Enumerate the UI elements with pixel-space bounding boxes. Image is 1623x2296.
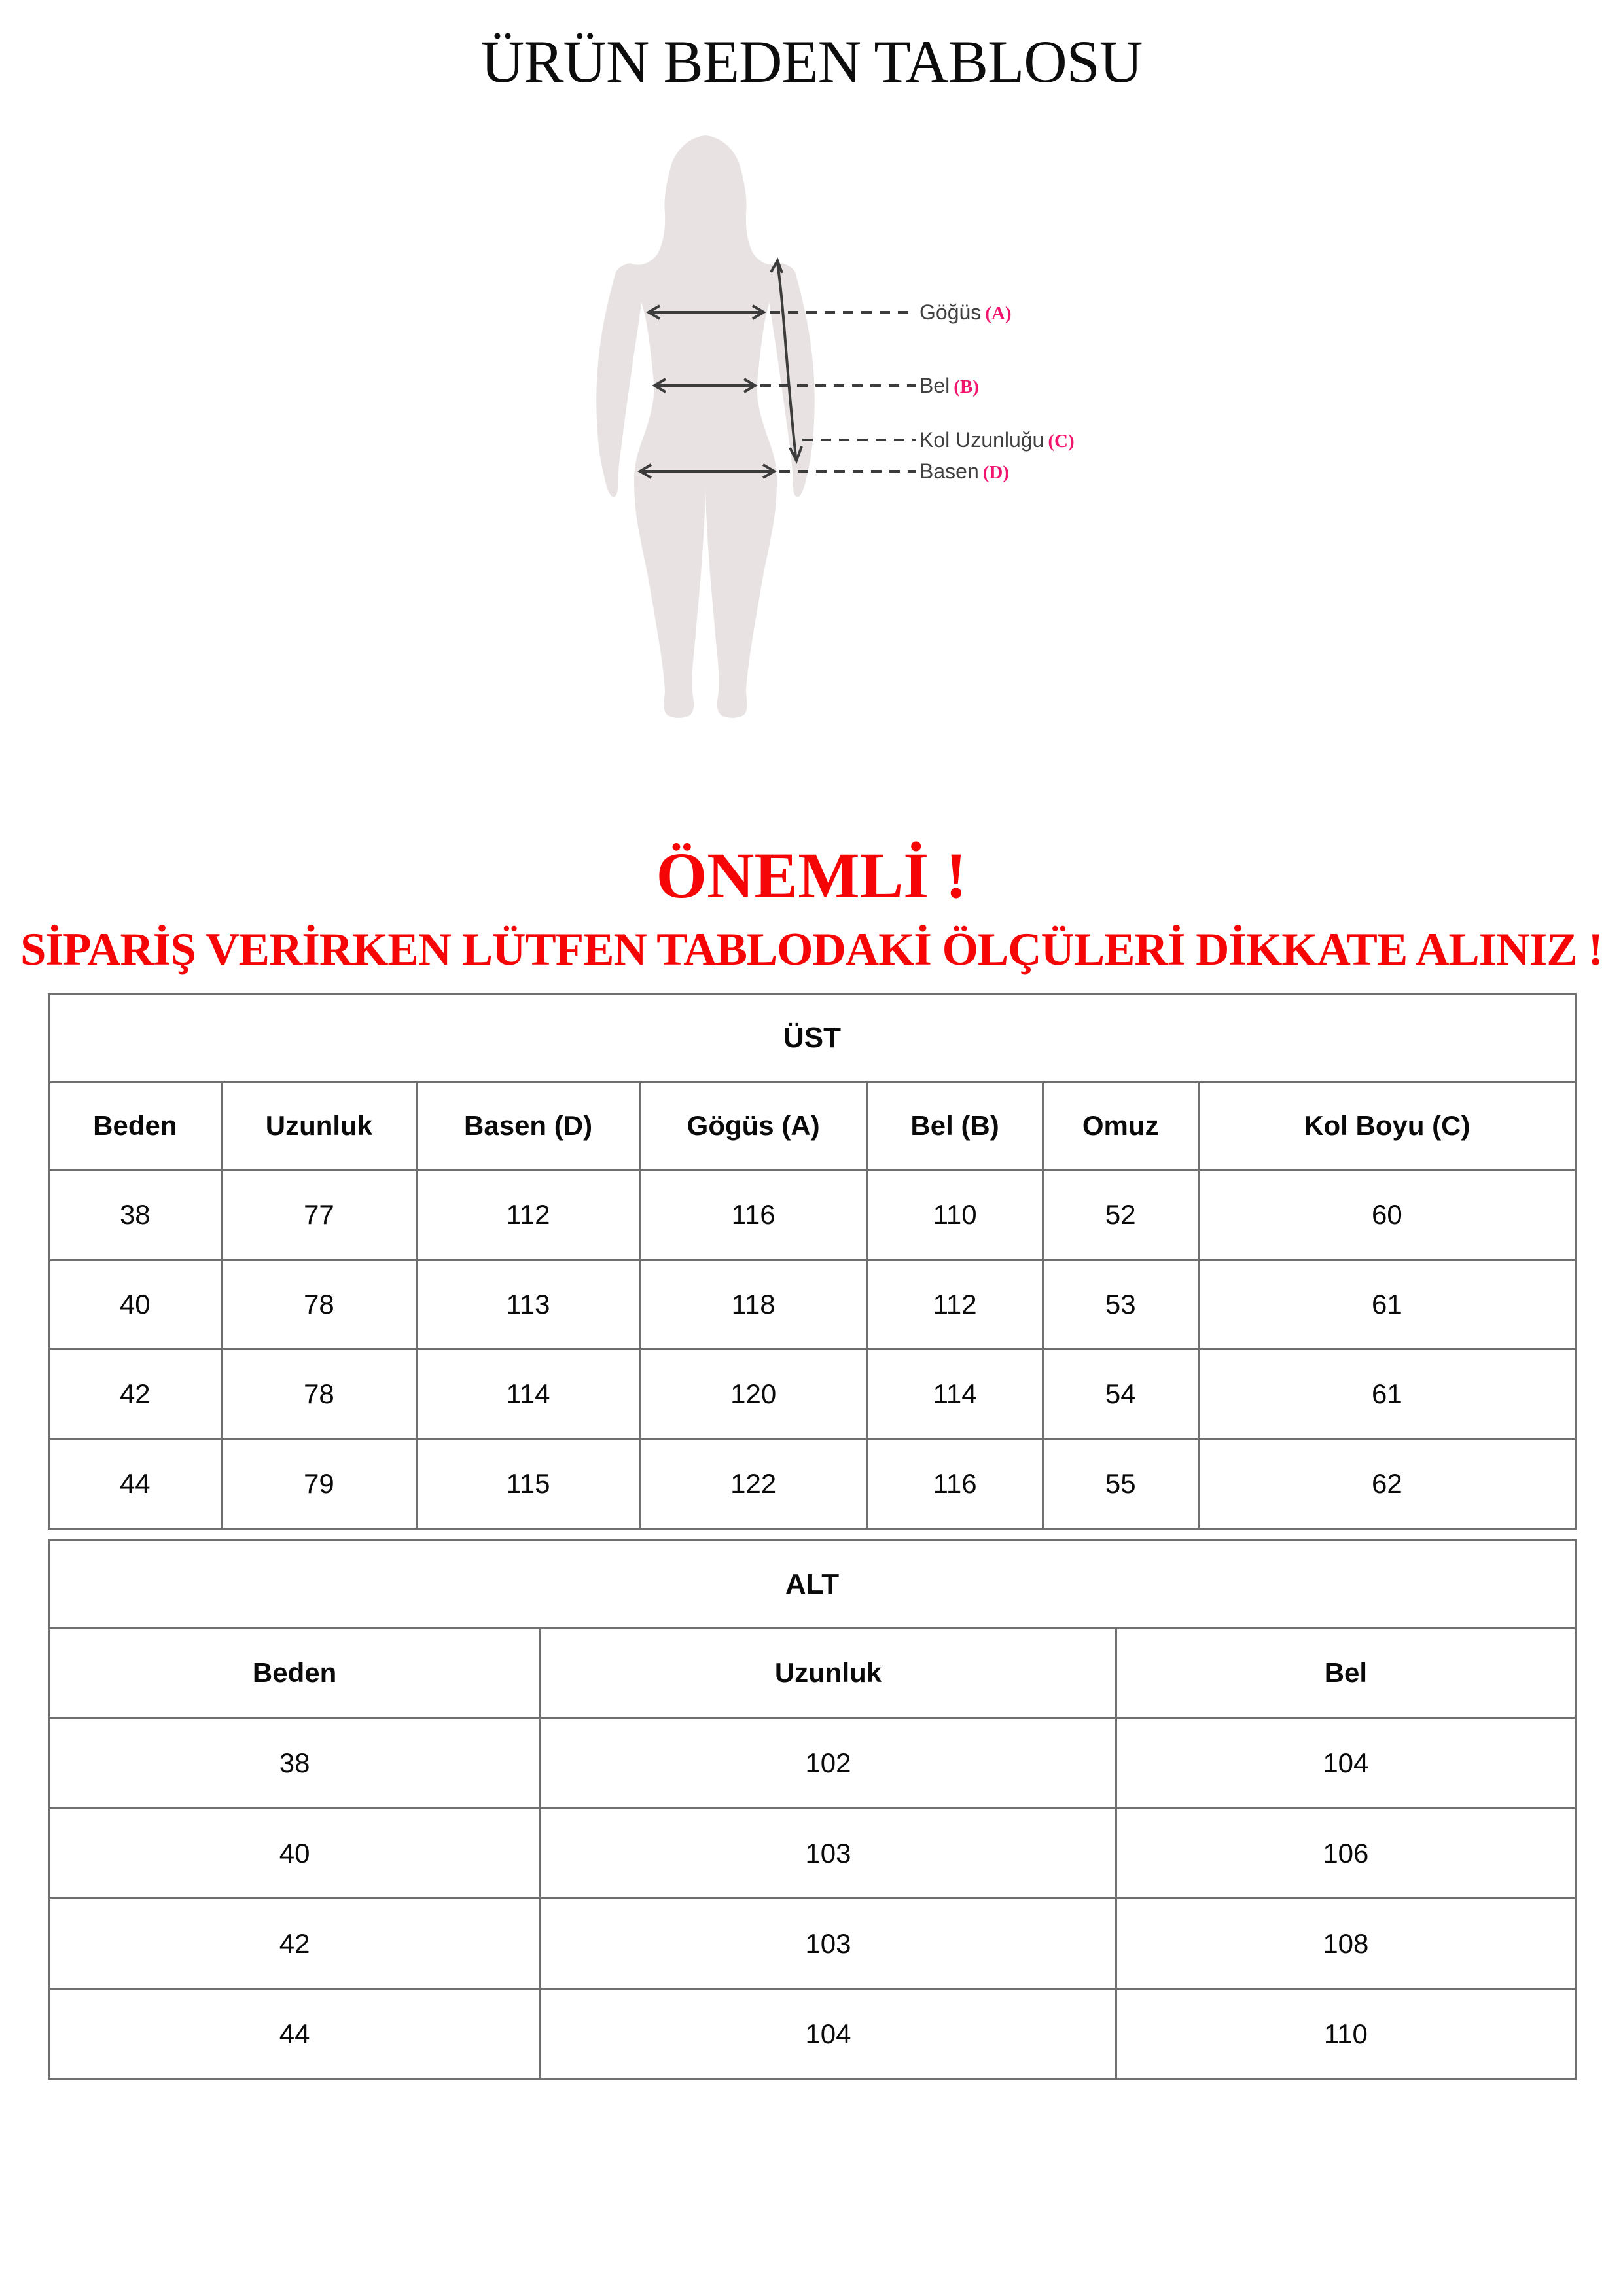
ust-cell: 120 bbox=[639, 1350, 867, 1439]
alt-cell: 44 bbox=[49, 1989, 541, 2079]
important-warning: SİPARİŞ VERİRKEN LÜTFEN TABLODAKİ ÖLÇÜLERİ DİKKATE ALINIZ ! bbox=[20, 924, 1603, 975]
alt-cell: 42 bbox=[49, 1899, 541, 1989]
alt-cell: 106 bbox=[1116, 1808, 1575, 1899]
ust-header-bel: Bel (B) bbox=[867, 1082, 1043, 1170]
ust-cell: 54 bbox=[1043, 1350, 1198, 1439]
label-chest bbox=[919, 299, 1012, 325]
table-row bbox=[49, 1350, 1576, 1439]
ust-cell: 79 bbox=[221, 1439, 417, 1529]
alt-cell: 103 bbox=[541, 1899, 1116, 1989]
ust-header-uzunluk: Uzunluk bbox=[221, 1082, 417, 1170]
alt-cell: 110 bbox=[1116, 1989, 1575, 2079]
alt-cell: 103 bbox=[541, 1808, 1116, 1899]
label-chest-text: Göğüs bbox=[919, 300, 982, 324]
alt-section-band bbox=[49, 1541, 1576, 1628]
label-sleeve-code: (C) bbox=[1048, 431, 1075, 452]
alt-size-table bbox=[48, 1539, 1577, 2080]
table-row bbox=[49, 1808, 1576, 1899]
ust-cell: 53 bbox=[1043, 1260, 1198, 1350]
ust-cell: 40 bbox=[49, 1260, 222, 1350]
ust-cell: 52 bbox=[1043, 1170, 1198, 1260]
alt-header-bel: Bel bbox=[1116, 1628, 1575, 1718]
ust-section-band bbox=[49, 994, 1576, 1082]
label-hip-text: Basen bbox=[919, 459, 979, 483]
size-guide-figure bbox=[576, 124, 923, 726]
ust-header-kolboyu: Kol Boyu (C) bbox=[1198, 1082, 1575, 1170]
table-row bbox=[49, 1439, 1576, 1529]
ust-cell: 77 bbox=[221, 1170, 417, 1260]
ust-header-beden: Beden bbox=[49, 1082, 222, 1170]
table-row bbox=[49, 1170, 1576, 1260]
alt-cell: 38 bbox=[49, 1718, 541, 1808]
page-title: ÜRÜN BEDEN TABLOSU bbox=[480, 28, 1143, 95]
alt-cell: 40 bbox=[49, 1808, 541, 1899]
ust-cell: 113 bbox=[417, 1260, 640, 1350]
ust-cell: 78 bbox=[221, 1260, 417, 1350]
ust-cell: 62 bbox=[1198, 1439, 1575, 1529]
ust-cell: 118 bbox=[639, 1260, 867, 1350]
ust-cell: 60 bbox=[1198, 1170, 1575, 1260]
ust-section-title: ÜST bbox=[49, 994, 1576, 1082]
alt-header-beden: Beden bbox=[49, 1628, 541, 1718]
ust-header-gogus: Gögüs (A) bbox=[639, 1082, 867, 1170]
label-waist bbox=[919, 372, 979, 399]
label-waist-code: (B) bbox=[954, 376, 979, 397]
alt-cell: 104 bbox=[541, 1989, 1116, 2079]
ust-cell: 61 bbox=[1198, 1260, 1575, 1350]
alt-header-row bbox=[49, 1628, 1576, 1718]
ust-cell: 110 bbox=[867, 1170, 1043, 1260]
ust-cell: 114 bbox=[867, 1350, 1043, 1439]
ust-cell: 55 bbox=[1043, 1439, 1198, 1529]
female-silhouette-shape bbox=[596, 135, 815, 718]
ust-cell: 112 bbox=[417, 1170, 640, 1260]
table-row bbox=[49, 1260, 1576, 1350]
alt-cell: 108 bbox=[1116, 1899, 1575, 1989]
ust-cell: 44 bbox=[49, 1439, 222, 1529]
ust-cell: 114 bbox=[417, 1350, 640, 1439]
label-hip bbox=[919, 458, 1009, 484]
ust-cell: 115 bbox=[417, 1439, 640, 1529]
ust-cell: 42 bbox=[49, 1350, 222, 1439]
alt-cell: 102 bbox=[541, 1718, 1116, 1808]
ust-cell: 38 bbox=[49, 1170, 222, 1260]
ust-header-omuz: Omuz bbox=[1043, 1082, 1198, 1170]
label-sleeve-text: Kol Uzunluğu bbox=[919, 428, 1044, 452]
ust-cell: 112 bbox=[867, 1260, 1043, 1350]
alt-cell: 104 bbox=[1116, 1718, 1575, 1808]
table-row bbox=[49, 1899, 1576, 1989]
label-sleeve bbox=[919, 427, 1075, 453]
ust-cell: 122 bbox=[639, 1439, 867, 1529]
alt-header-uzunluk: Uzunluk bbox=[541, 1628, 1116, 1718]
ust-header-basen: Basen (D) bbox=[417, 1082, 640, 1170]
body-silhouette-illustration bbox=[576, 124, 923, 726]
important-heading: ÖNEMLİ ! bbox=[656, 839, 967, 912]
ust-cell: 116 bbox=[639, 1170, 867, 1260]
label-waist-text: Bel bbox=[919, 374, 950, 397]
table-row bbox=[49, 1718, 1576, 1808]
label-chest-code: (A) bbox=[985, 303, 1012, 324]
table-row bbox=[49, 1989, 1576, 2079]
ust-cell: 116 bbox=[867, 1439, 1043, 1529]
ust-size-table bbox=[48, 993, 1577, 1530]
ust-cell: 61 bbox=[1198, 1350, 1575, 1439]
label-hip-code: (D) bbox=[982, 462, 1009, 483]
alt-section-title: ALT bbox=[49, 1541, 1576, 1628]
ust-cell: 78 bbox=[221, 1350, 417, 1439]
ust-header-row bbox=[49, 1082, 1576, 1170]
